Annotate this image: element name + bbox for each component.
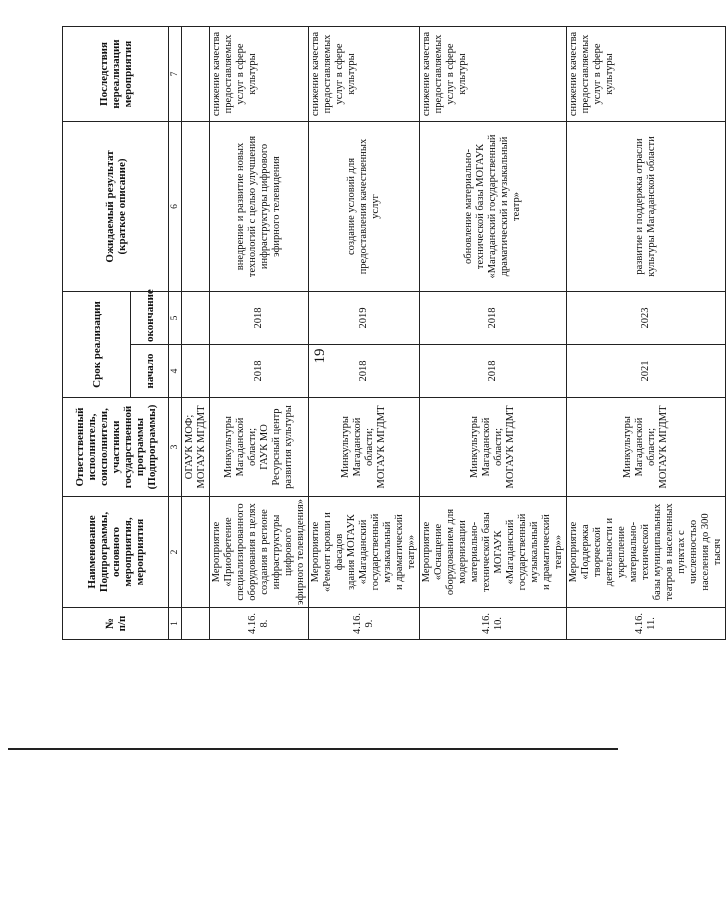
header-row (63, 26, 131, 639)
cell-result: обновление материально- технической базы МОГАУК «Магаданский государственный драматический и музыкальный театр» (420, 121, 567, 291)
cell-end: 2023 (567, 291, 726, 344)
cell-num: 4.16. 10. (420, 608, 567, 640)
cell-start: 2018 (210, 345, 309, 398)
cell-start: 2018 (309, 345, 420, 398)
cell-executor: ОГАУК МОФ; МОГАУК МГДМТ (182, 398, 210, 497)
column-index-row (169, 26, 182, 639)
cell-start: 2018 (420, 345, 567, 398)
column-index: 2 (169, 497, 182, 608)
page-number: 19 (312, 348, 328, 364)
table-row-continuation (182, 26, 210, 639)
header-start: начало (131, 345, 169, 398)
column-index: 7 (169, 26, 182, 121)
header-name: Наименование Подпрограммы, основного мероприятия, мероприятия (63, 497, 169, 608)
cell-empty (182, 345, 210, 398)
cell-end: 2018 (420, 291, 567, 344)
page-divider-line (8, 748, 618, 750)
cell-empty (182, 608, 210, 640)
cell-num: 4.16. 9. (309, 608, 420, 640)
program-activities-table (62, 26, 726, 640)
table-row (210, 26, 309, 639)
header-consequences: Последствия нереализации мероприятия (63, 26, 169, 121)
cell-end: 2019 (309, 291, 420, 344)
header-executor: Ответственный исполнитель, соисполнители, участники государственной программы (Подпрограммы) (63, 398, 169, 497)
table-row (309, 26, 420, 639)
header-num: № п/п (63, 608, 169, 640)
cell-start: 2021 (567, 345, 726, 398)
column-index: 5 (169, 291, 182, 344)
cell-empty (182, 121, 210, 291)
header-end: окончание (131, 291, 169, 344)
table-row (420, 26, 567, 639)
column-index: 1 (169, 608, 182, 640)
cell-executor: Минкультуры Магаданской области; МОГАУК МГДМТ (420, 398, 567, 497)
cell-consequences: снижение качества предоставляемых услуг в сфере культуры (309, 26, 420, 121)
cell-consequences: снижение качества предоставляемых услуг в сфере культуры (567, 26, 726, 121)
column-index: 6 (169, 121, 182, 291)
column-index: 4 (169, 345, 182, 398)
cell-result: создание условий для предоставления качественных услуг (309, 121, 420, 291)
cell-consequences: снижение качества предоставляемых услуг в сфере культуры (210, 26, 309, 121)
cell-empty (182, 26, 210, 121)
cell-executor: Минкультуры Магаданской области; МОГАУК МГДМТ (309, 398, 420, 497)
header-period: Срок реализации (63, 291, 131, 397)
cell-num: 4.16. 8. (210, 608, 309, 640)
cell-end: 2018 (210, 291, 309, 344)
cell-empty (182, 497, 210, 608)
rotated-table-container (62, 27, 723, 640)
cell-executor: Минкультуры Магаданской области; ГАУК МО Ресурсный центр развития культуры (210, 398, 309, 497)
cell-name: Мероприятие «Оснащение оборудованием для модернизации материально- технической базы МОГАУК «Магаданский государственный музыкальный и драматический театр»» (420, 497, 567, 608)
table-row (567, 26, 726, 639)
cell-name: Мероприятие «Приобретение специализированного оборудования в целях создания в регионе инфраструктуры цифрового эфирного телевидения» (210, 497, 309, 608)
cell-result: внедрение и развитие новых технологий с целью улучшения инфраструктуры цифрового эфирного телевидения (210, 121, 309, 291)
cell-name: Мероприятие «Ремонт кровли и фасадов здания МОГАУК «Магаданский государственный музыкальный и драматический театр»» (309, 497, 420, 608)
column-index: 3 (169, 398, 182, 497)
cell-empty (182, 291, 210, 344)
cell-result: развитие и поддержка отрасли культуры Магаданской области (567, 121, 726, 291)
cell-name: Мероприятие «Поддержка творческой деятельности и укрепление материально-технической базы муниципальных театров в населенных пунктах с численностью населения до 300 тысяч (567, 497, 726, 608)
cell-num: 4.16. 11. (567, 608, 726, 640)
cell-executor: Минкультуры Магаданской области; МОГАУК МГДМТ (567, 398, 726, 497)
header-result: Ожидаемый результат (краткое описание) (63, 121, 169, 291)
cell-consequences: снижение качества предоставляемых услуг в сфере культуры (420, 26, 567, 121)
